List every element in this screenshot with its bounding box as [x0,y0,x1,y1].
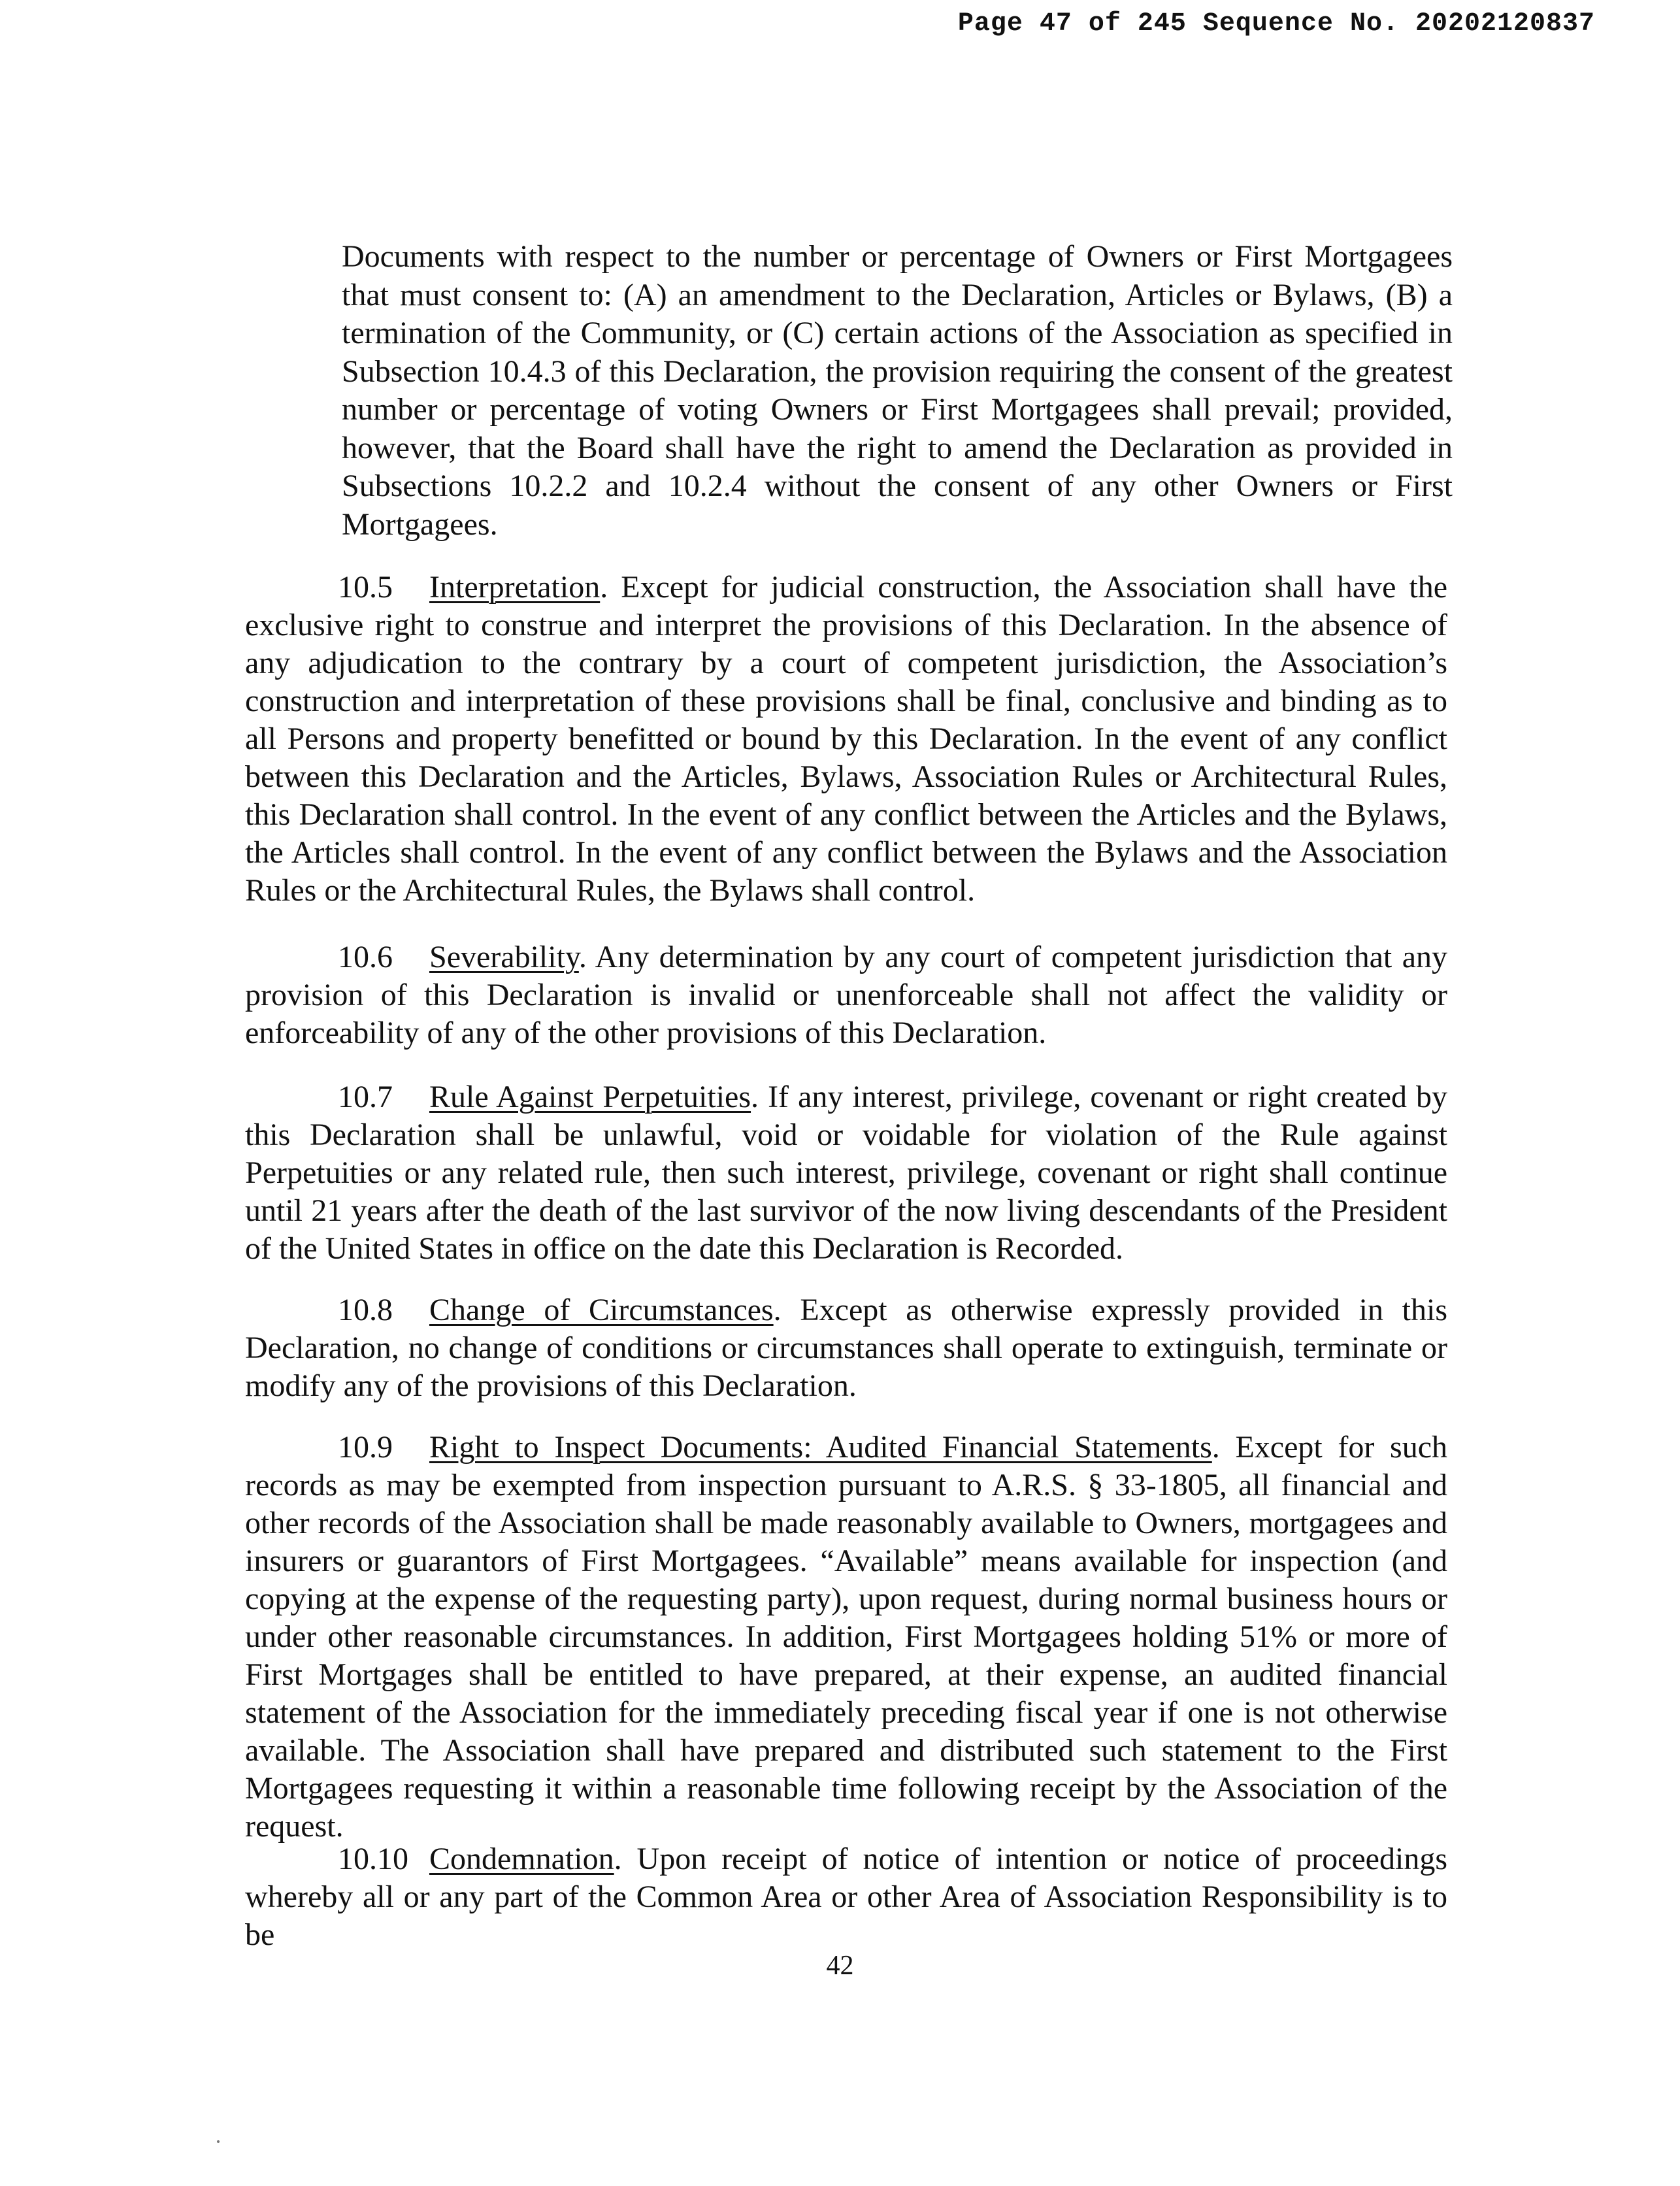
section-number: 10.10 [338,1842,408,1876]
section-title: Right to Inspect Documents: Audited Financial Statements [429,1430,1212,1465]
section-title: Rule Against Perpetuities [429,1080,751,1114]
section-body: . Except for such records as may be exempted from inspection pursuant to A.R.S. § 33-1805, all financial and other records of the Association shall be made reasonably available to Owners, mortgagees and insurers or guarantors of First Mortgagees. “Available” means available for inspection (and copying at the expense of the requesting party), upon request, during normal business hours or under other reasonable circumstances. In addition, First Mortgagees holding 51% or more of First Mortgages shall be entitled to have prepared, at their expense, an audited financial statement of the Association for the immediately preceding fiscal year if one is not otherwise available. The Association shall have prepared and distributed such statement to the First Mortgagees requesting it within a reasonable time following receipt by the Association of the request. [245,1430,1447,1844]
section-body: . Except as otherwise expressly provided in this Declaration, no change of conditions or circumstances shall operate to extinguish, terminate or modify any of the provisions of this Declaration. [245,1293,1447,1403]
section-body: . If any interest, privilege, covenant or right created by this Declaration shall be unlawful, void or voidable for violation of the Rule against Perpetuities or any related rule, then such interest, privilege, covenant or right shall continue until 21 years after the death of the last survivor of the now living descendants of the President of the United States in office on the date this Declaration is Recorded. [245,1080,1447,1266]
section-10-7 [245,1078,1447,1268]
section-10-10 [245,1840,1447,1954]
section-number: 10.7 [338,1080,393,1114]
section-number: 10.9 [338,1430,393,1465]
scan-speck [217,2140,220,2143]
section-10-6 [245,938,1447,1052]
section-10-9 [245,1429,1447,1846]
section-10-8 [245,1291,1447,1405]
page-number: 42 [826,1951,854,1981]
section-number: 10.8 [338,1293,393,1327]
section-title: Severability [429,940,579,974]
section-title: Condemnation [429,1842,614,1876]
page-sequence-header: Page 47 of 245 Sequence No. 20202120837 [957,9,1595,39]
section-10-5 [245,569,1447,910]
section-number: 10.6 [338,940,393,974]
section-body: . Except for judicial construction, the Association shall have the exclusive right to construe and interpret the provisions of this Declaration. In the absence of any adjudication to the contrary by a court of competent jurisdiction, the Association’s construction and interpretation of these provisions shall be final, conclusive and binding as to all Persons and property benefitted or bound by this Declaration. In the event of any conflict between this Declaration and the Articles, Bylaws, Association Rules or Architectural Rules, this Declaration shall control. In the event of any conflict between the Articles and the Bylaws, the Articles shall control. In the event of any conflict between the Bylaws and the Association Rules or the Architectural Rules, the Bylaws shall control. [245,570,1447,908]
continued-paragraph: Documents with respect to the number or percentage of Owners or First Mortgagees that must consent to: (A) an amendment to the Declaration, Articles or Bylaws, (B) a termination of the Community, or (C) certain actions of the Association as specified in Subsection 10.4.3 of this Declaration, the provision requiring the consent of the greatest number or percentage of voting Owners or First Mortgagees shall prevail; provided, however, that the Board shall have the right to amend the Declaration as provided in Subsections 10.2.2 and 10.2.4 without the consent of any other Owners or First Mortgagees. [342,239,1453,542]
section-body: . Upon receipt of notice of intention or notice of proceedings whereby all or any part of the Common Area or other Area of Association Responsibility is to be [245,1842,1447,1952]
section-number: 10.5 [338,570,393,604]
section-body: . Any determination by any court of competent jurisdiction that any provision of this Declaration is invalid or unenforceable shall not affect the validity or enforceability of any of the other provisions of this Declaration. [245,940,1447,1050]
section-title: Change of Circumstances [429,1293,774,1327]
section-title: Interpretation [429,570,601,604]
